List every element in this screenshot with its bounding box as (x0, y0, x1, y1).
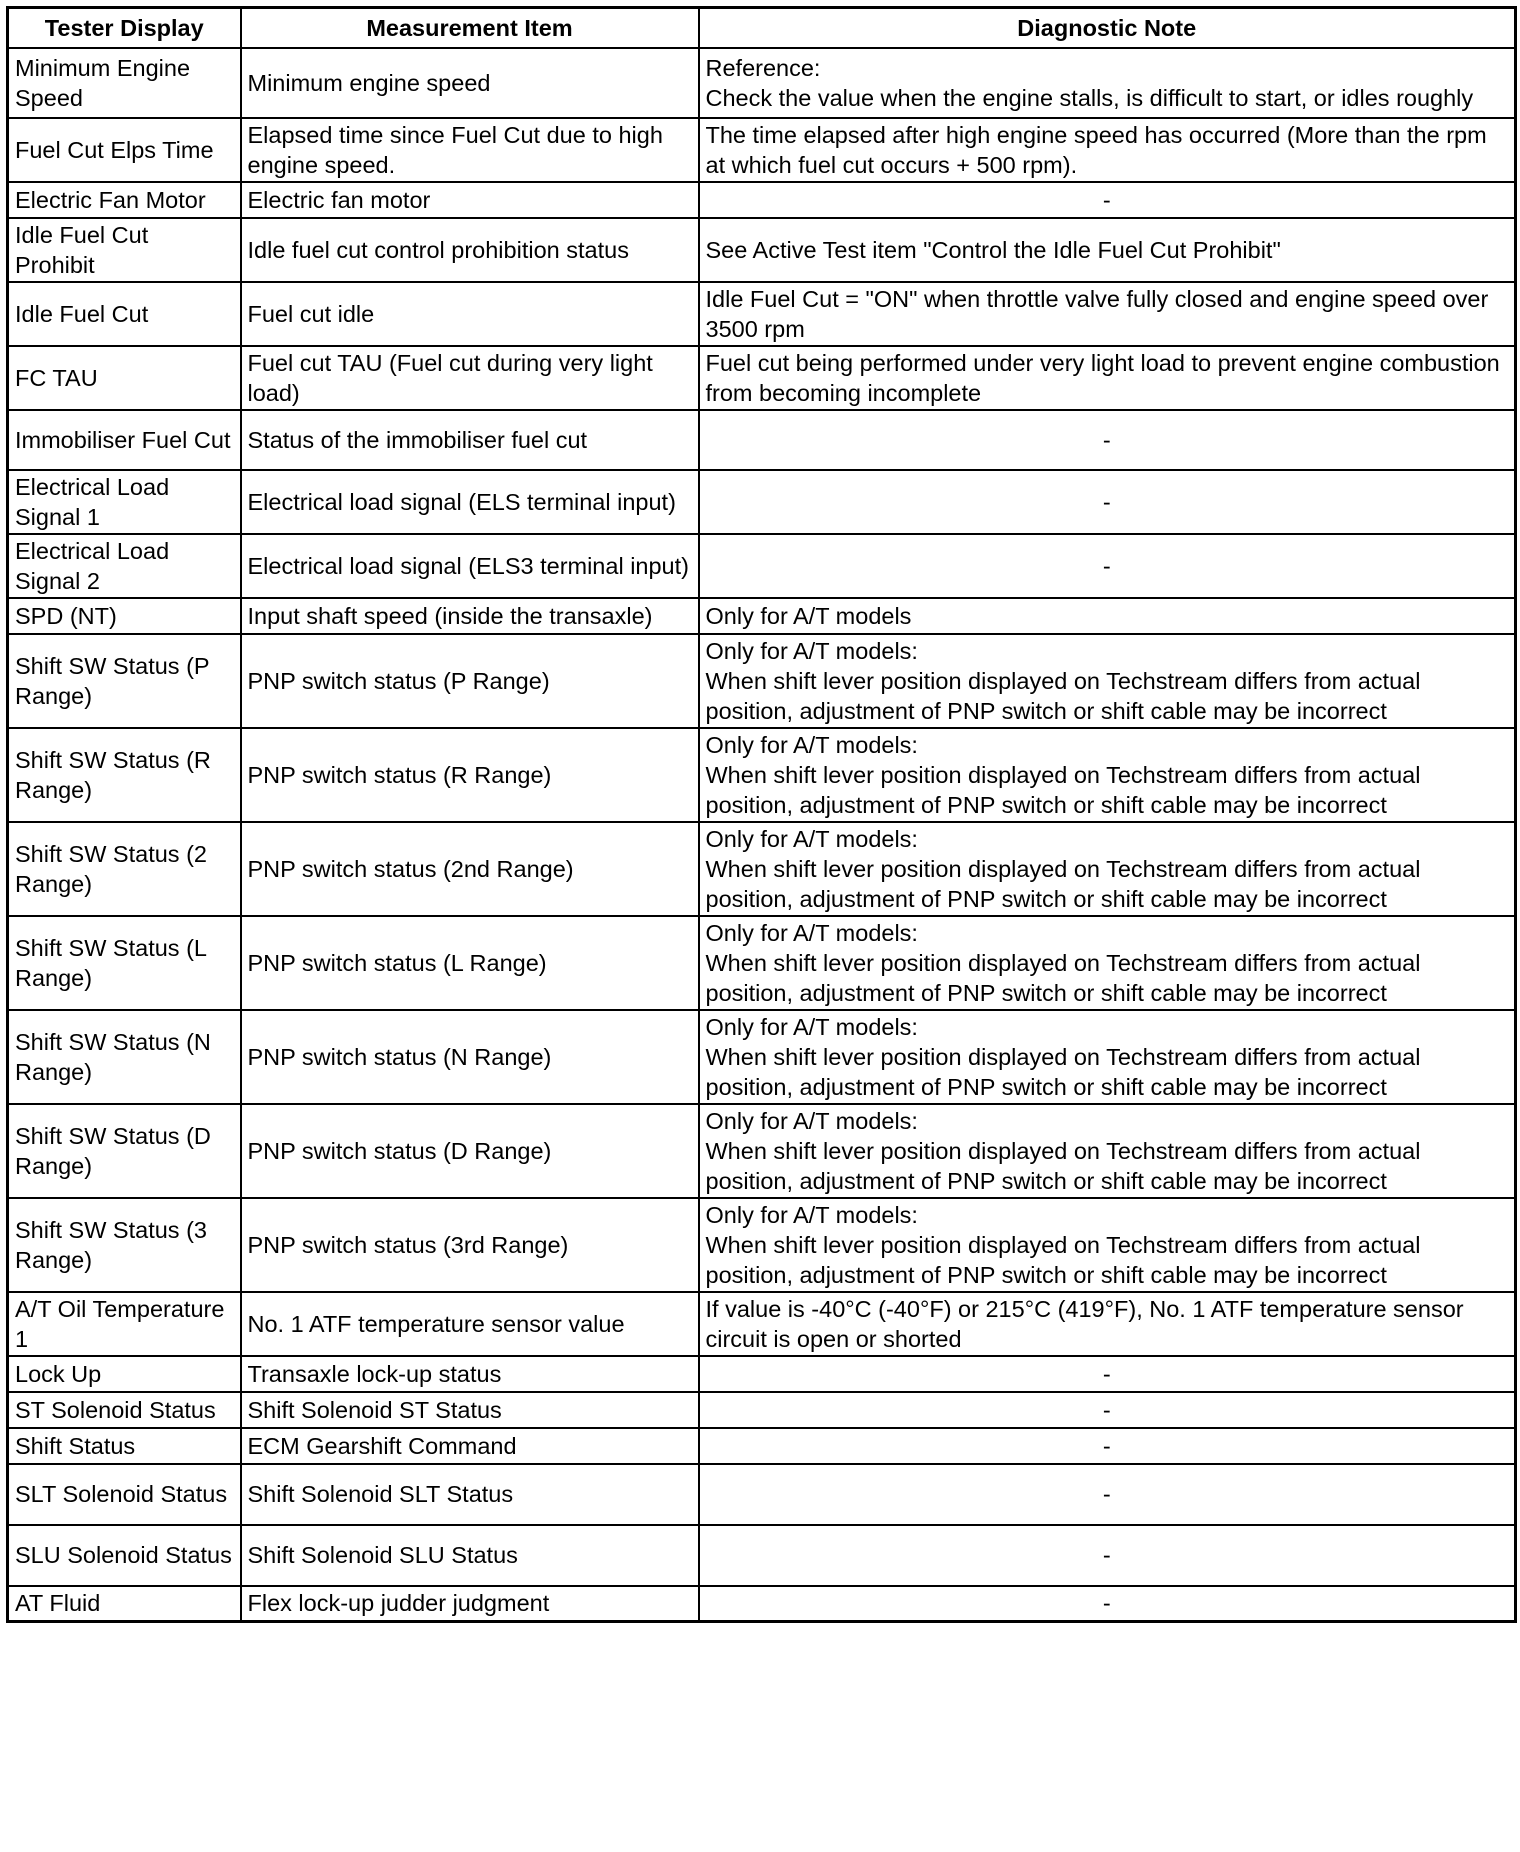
note-line: - (1102, 1542, 1111, 1568)
table-row (8, 48, 1516, 118)
table-row (8, 1104, 1516, 1198)
cell-diagnostic-note (699, 182, 1516, 218)
cell-measurement-item: Input shaft speed (inside the transaxle) (241, 598, 699, 634)
cell-diagnostic-note (699, 534, 1516, 598)
note-line: - (1102, 1396, 1111, 1423)
table-row (8, 598, 1516, 634)
table-header-row (8, 8, 1516, 48)
cell-tester-display: Lock Up (8, 1356, 241, 1392)
cell-tester-display: Shift SW Status (N Range) (8, 1010, 241, 1104)
cell-tester-display: Idle Fuel Cut Prohibit (8, 218, 241, 282)
cell-tester-display: AT Fluid (8, 1586, 241, 1622)
cell-diagnostic-note (699, 1392, 1516, 1428)
cell-diagnostic-note (699, 916, 1516, 1010)
note-line: Reference: (705, 54, 821, 81)
note-line: - (1102, 186, 1111, 213)
table-row (8, 1292, 1516, 1356)
table-row (8, 634, 1516, 728)
note-line: Only for A/T models: (705, 1013, 918, 1040)
note-line: Only for A/T models: (705, 731, 918, 758)
note-line: Only for A/T models: (705, 1107, 918, 1134)
note-line: Fuel cut being performed under very light load to prevent engine combustion from becoming incomplete (705, 349, 1500, 406)
table-row (8, 218, 1516, 282)
cell-measurement-item: Electrical load signal (ELS3 terminal input) (241, 534, 699, 598)
cell-measurement-item: ECM Gearshift Command (241, 1428, 699, 1464)
cell-tester-display: A/T Oil Temperature 1 (8, 1292, 241, 1356)
cell-measurement-item: PNP switch status (R Range) (241, 728, 699, 822)
cell-diagnostic-note (699, 410, 1516, 470)
note-line: - (1102, 426, 1111, 453)
table-row (8, 1464, 1516, 1525)
table-row (8, 118, 1516, 182)
table-row (8, 346, 1516, 410)
note-line: The time elapsed after high engine speed has occurred (More than the rpm at which fuel cut occurs + 500 rpm). (705, 121, 1487, 178)
note-line: - (1102, 1432, 1111, 1459)
cell-measurement-item: Shift Solenoid SLT Status (241, 1464, 699, 1525)
note-line: When shift lever position displayed on Techstream differs from actual position, adjustment of PNP switch or shift cable may be incorrect (705, 667, 1421, 724)
cell-diagnostic-note (699, 346, 1516, 410)
table-row (8, 1525, 1516, 1586)
cell-tester-display: FC TAU (8, 346, 241, 410)
cell-diagnostic-note (699, 634, 1516, 728)
cell-measurement-item: PNP switch status (N Range) (241, 1010, 699, 1104)
cell-tester-display: SPD (NT) (8, 598, 241, 634)
cell-measurement-item: Minimum engine speed (241, 48, 699, 118)
note-line: When shift lever position displayed on Techstream differs from actual position, adjustment of PNP switch or shift cable may be incorrect (705, 855, 1421, 912)
cell-measurement-item: Idle fuel cut control prohibition status (241, 218, 699, 282)
cell-tester-display: Idle Fuel Cut (8, 282, 241, 346)
cell-tester-display: Shift SW Status (D Range) (8, 1104, 241, 1198)
cell-tester-display: Shift SW Status (L Range) (8, 916, 241, 1010)
cell-diagnostic-note (699, 470, 1516, 534)
table-row (8, 1392, 1516, 1428)
table-row (8, 534, 1516, 598)
cell-tester-display: Shift SW Status (2 Range) (8, 822, 241, 916)
cell-measurement-item: Flex lock-up judder judgment (241, 1586, 699, 1622)
cell-measurement-item: Electrical load signal (ELS terminal input) (241, 470, 699, 534)
table-row (8, 1586, 1516, 1622)
cell-tester-display: Shift SW Status (P Range) (8, 634, 241, 728)
cell-measurement-item: Fuel cut idle (241, 282, 699, 346)
table-row (8, 822, 1516, 916)
cell-measurement-item: Shift Solenoid SLU Status (241, 1525, 699, 1586)
cell-tester-display: SLT Solenoid Status (8, 1464, 241, 1525)
note-line: - (1102, 488, 1111, 515)
cell-tester-display: Immobiliser Fuel Cut (8, 410, 241, 470)
table-row (8, 182, 1516, 218)
note-line: When shift lever position displayed on Techstream differs from actual position, adjustment of PNP switch or shift cable may be incorrect (705, 1231, 1421, 1288)
cell-measurement-item: Status of the immobiliser fuel cut (241, 410, 699, 470)
cell-tester-display: Electrical Load Signal 1 (8, 470, 241, 534)
table-row (8, 916, 1516, 1010)
note-line: When shift lever position displayed on Techstream differs from actual position, adjustment of PNP switch or shift cable may be incorrect (705, 761, 1421, 818)
note-line: If value is -40°C (-40°F) or 215°C (419°F), No. 1 ATF temperature sensor circuit is open or shorted (705, 1295, 1464, 1352)
cell-diagnostic-note (699, 822, 1516, 916)
header-measurement-item: Measurement Item (241, 8, 699, 48)
table-row (8, 1010, 1516, 1104)
header-tester-display: Tester Display (8, 8, 241, 48)
cell-measurement-item: Fuel cut TAU (Fuel cut during very light load) (241, 346, 699, 410)
note-line: Only for A/T models: (705, 637, 918, 664)
cell-diagnostic-note (699, 118, 1516, 182)
cell-tester-display: Shift SW Status (R Range) (8, 728, 241, 822)
table-header (8, 8, 1516, 48)
cell-diagnostic-note (699, 1104, 1516, 1198)
cell-diagnostic-note (699, 1356, 1516, 1392)
table-row (8, 1356, 1516, 1392)
table-body (8, 48, 1516, 1622)
cell-measurement-item: No. 1 ATF temperature sensor value (241, 1292, 699, 1356)
cell-diagnostic-note (699, 282, 1516, 346)
cell-tester-display: Minimum Engine Speed (8, 48, 241, 118)
cell-measurement-item: Elapsed time since Fuel Cut due to high engine speed. (241, 118, 699, 182)
note-line: See Active Test item "Control the Idle Fuel Cut Prohibit" (705, 236, 1281, 263)
note-line: When shift lever position displayed on Techstream differs from actual position, adjustment of PNP switch or shift cable may be incorrect (705, 949, 1421, 1006)
cell-diagnostic-note (699, 1464, 1516, 1525)
cell-measurement-item: PNP switch status (3rd Range) (241, 1198, 699, 1292)
header-diagnostic-note: Diagnostic Note (699, 8, 1516, 48)
cell-measurement-item: Shift Solenoid ST Status (241, 1392, 699, 1428)
note-line: Idle Fuel Cut = "ON" when throttle valve fully closed and engine speed over 3500 rpm (705, 285, 1489, 342)
cell-diagnostic-note (699, 1198, 1516, 1292)
cell-tester-display: SLU Solenoid Status (8, 1525, 241, 1586)
note-line: Only for A/T models: (705, 1201, 918, 1228)
cell-measurement-item: Transaxle lock-up status (241, 1356, 699, 1392)
cell-diagnostic-note (699, 1010, 1516, 1104)
cell-tester-display: ST Solenoid Status (8, 1392, 241, 1428)
table-row (8, 1428, 1516, 1464)
note-line: When shift lever position displayed on Techstream differs from actual position, adjustment of PNP switch or shift cable may be incorrect (705, 1137, 1421, 1194)
data-list-table (6, 6, 1517, 1623)
cell-measurement-item: PNP switch status (2nd Range) (241, 822, 699, 916)
note-line: - (1102, 1590, 1111, 1617)
data-list-table-container (6, 6, 1514, 1623)
cell-diagnostic-note (699, 598, 1516, 634)
note-line: Check the value when the engine stalls, is difficult to start, or idles roughly (705, 84, 1474, 111)
cell-measurement-item: PNP switch status (P Range) (241, 634, 699, 728)
cell-tester-display: Shift Status (8, 1428, 241, 1464)
note-line: - (1102, 552, 1111, 579)
cell-diagnostic-note (699, 1525, 1516, 1586)
cell-diagnostic-note (699, 728, 1516, 822)
note-line: - (1102, 1360, 1111, 1387)
note-line: Only for A/T models: (705, 919, 918, 946)
note-line: When shift lever position displayed on Techstream differs from actual position, adjustment of PNP switch or shift cable may be incorrect (705, 1043, 1421, 1100)
table-row (8, 470, 1516, 534)
cell-measurement-item: Electric fan motor (241, 182, 699, 218)
cell-measurement-item: PNP switch status (L Range) (241, 916, 699, 1010)
table-row (8, 728, 1516, 822)
cell-diagnostic-note (699, 1292, 1516, 1356)
cell-diagnostic-note (699, 218, 1516, 282)
note-line: Only for A/T models (705, 602, 912, 629)
cell-diagnostic-note (699, 48, 1516, 118)
table-row (8, 1198, 1516, 1292)
note-line: Only for A/T models: (705, 825, 918, 852)
cell-tester-display: Electric Fan Motor (8, 182, 241, 218)
table-row (8, 410, 1516, 470)
cell-tester-display: Fuel Cut Elps Time (8, 118, 241, 182)
cell-diagnostic-note (699, 1586, 1516, 1622)
cell-tester-display: Electrical Load Signal 2 (8, 534, 241, 598)
table-row (8, 282, 1516, 346)
note-line: - (1102, 1481, 1111, 1507)
cell-measurement-item: PNP switch status (D Range) (241, 1104, 699, 1198)
cell-tester-display: Shift SW Status (3 Range) (8, 1198, 241, 1292)
cell-diagnostic-note (699, 1428, 1516, 1464)
